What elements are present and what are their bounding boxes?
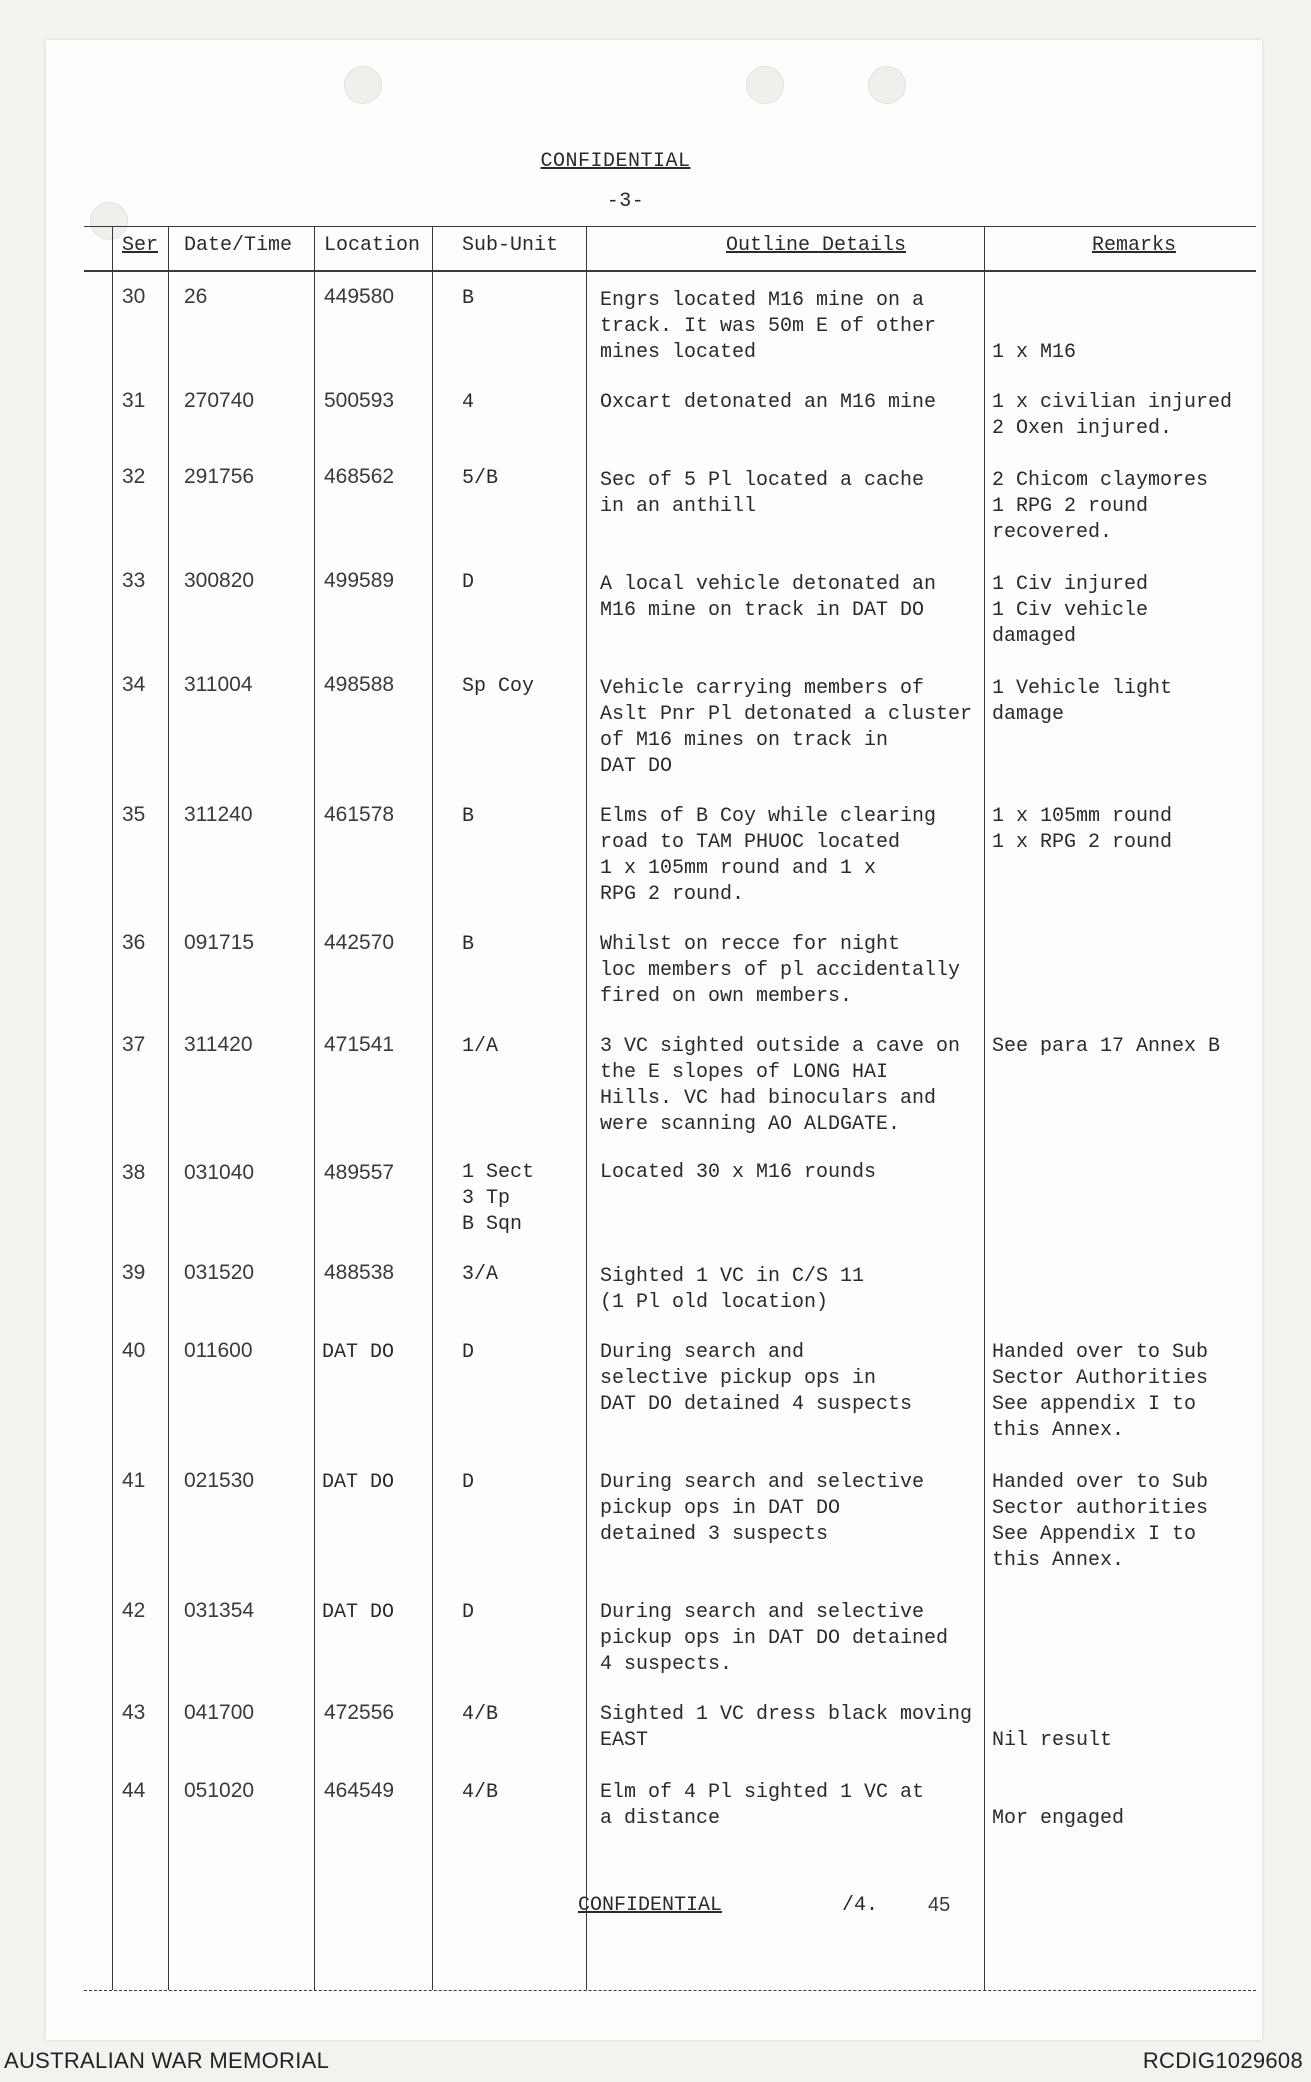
column-header-ser: Ser: [122, 234, 159, 257]
cell-subunit: D: [462, 1601, 475, 1624]
cell-location: 488538: [324, 1261, 395, 1284]
cell-datetime: 031520: [184, 1261, 255, 1284]
cell-datetime: 291756: [184, 465, 255, 488]
cell-details: During search and selective pickup ops in DAT DO detained 3 suspects: [600, 1471, 925, 1546]
cell-location: DAT DO: [322, 1341, 395, 1364]
cell-location: 489557: [324, 1161, 395, 1184]
cell-location: 468562: [324, 465, 395, 488]
cell-subunit: 5/B: [462, 467, 499, 490]
cell-ser: 35: [122, 803, 146, 826]
cell-details: Sighted 1 VC in C/S 11 (1 Pl old location): [600, 1265, 865, 1314]
cell-datetime: 041700: [184, 1701, 255, 1724]
cell-details: Whilst on recce for night loc members of pl accidentally fired on own members.: [600, 933, 961, 1008]
cell-remarks: See para 17 Annex B: [992, 1035, 1221, 1058]
column-header-subunit: Sub-Unit: [462, 234, 559, 257]
cell-details: Elms of B Coy while clearing road to TAM PHUOC located 1 x 105mm round and 1 x RPG 2 round.: [600, 805, 937, 906]
cell-ser: 30: [122, 285, 146, 308]
cell-datetime: 021530: [184, 1469, 255, 1492]
cell-subunit: D: [462, 1341, 475, 1364]
cell-details: 3 VC sighted outside a cave on the E slopes of LONG HAI Hills. VC had binoculars and were scanning AO ALDGATE.: [600, 1035, 961, 1136]
cell-remarks: Nil result: [992, 1729, 1113, 1752]
cell-subunit: D: [462, 1471, 475, 1494]
classification-footer: CONFIDENTIAL: [578, 1894, 723, 1917]
cell-location: 461578: [324, 803, 395, 826]
table-bottom-rule: [84, 1990, 1256, 1991]
cell-remarks: 1 x M16: [992, 341, 1077, 364]
cell-remarks: Handed over to Sub Sector Authorities See appendix I to this Annex.: [992, 1341, 1209, 1442]
column-rule: [984, 226, 985, 1990]
cell-ser: 38: [122, 1161, 146, 1184]
cell-ser: 33: [122, 569, 146, 592]
punch-hole: [746, 66, 784, 104]
archive-reference: RCDIG1029608: [1142, 2048, 1303, 2073]
cell-details: During search and selective pickup ops in DAT DO detained 4 suspects.: [600, 1601, 949, 1676]
column-rule: [586, 226, 587, 1990]
cell-ser: 44: [122, 1779, 146, 1802]
cell-location: 471541: [324, 1033, 395, 1056]
archive-credit: AUSTRALIAN WAR MEMORIAL: [4, 2048, 330, 2073]
cell-datetime: 300820: [184, 569, 255, 592]
cell-remarks: Handed over to Sub Sector authorities See Appendix I to this Annex.: [992, 1471, 1209, 1572]
cell-ser: 36: [122, 931, 146, 954]
column-rule: [314, 226, 315, 1990]
cell-subunit: 1/A: [462, 1035, 499, 1058]
next-page-marker: /4.: [842, 1894, 879, 1917]
cell-ser: 37: [122, 1033, 146, 1056]
column-rule: [112, 226, 113, 1990]
cell-subunit: 3/A: [462, 1263, 499, 1286]
cell-datetime: 011600: [184, 1339, 253, 1362]
cell-subunit: B: [462, 287, 475, 310]
cell-location: 472556: [324, 1701, 395, 1724]
cell-location: 442570: [324, 931, 395, 954]
cell-location: 500593: [324, 389, 395, 412]
cell-details: Sighted 1 VC dress black moving EAST: [600, 1703, 973, 1752]
cell-subunit: D: [462, 571, 475, 594]
cell-details: Elm of 4 Pl sighted 1 VC at a distance: [600, 1781, 925, 1830]
cell-datetime: 031354: [184, 1599, 255, 1622]
cell-details: Engrs located M16 mine on a track. It was 50m E of other mines located: [600, 289, 937, 364]
cell-location: DAT DO: [322, 1471, 395, 1494]
cell-ser: 31: [122, 389, 146, 412]
cell-datetime: 311240: [184, 803, 253, 826]
cell-details: Oxcart detonated an M16 mine: [600, 391, 937, 414]
cell-details: Sec of 5 Pl located a cache in an anthill: [600, 469, 925, 518]
punch-hole: [868, 66, 906, 104]
cell-remarks: 1 x civilian injured 2 Oxen injured.: [992, 391, 1233, 440]
cell-details: Located 30 x M16 rounds: [600, 1161, 877, 1184]
cell-ser: 43: [122, 1701, 146, 1724]
cell-subunit: 1 Sect 3 Tp B Sqn: [462, 1161, 535, 1236]
cell-location: 499589: [324, 569, 395, 592]
cell-datetime: 311420: [184, 1033, 253, 1056]
cell-ser: 32: [122, 465, 146, 488]
cell-subunit: B: [462, 805, 475, 828]
column-header-datetime: Date/Time: [184, 234, 293, 257]
cell-ser: 34: [122, 673, 146, 696]
column-rule: [168, 226, 169, 1990]
cell-datetime: 311004: [184, 673, 253, 696]
page-number: -3-: [606, 190, 645, 213]
cell-datetime: 051020: [184, 1779, 255, 1802]
cell-location: 464549: [324, 1779, 395, 1802]
table-top-rule: [84, 226, 1256, 227]
cell-datetime: 26: [184, 285, 208, 308]
cell-remarks: Mor engaged: [992, 1807, 1125, 1830]
cell-ser: 39: [122, 1261, 146, 1284]
cell-datetime: 270740: [184, 389, 255, 412]
cell-details: A local vehicle detonated an M16 mine on track in DAT DO: [600, 573, 937, 622]
cell-datetime: 091715: [184, 931, 255, 954]
table-header-rule: [84, 270, 1256, 272]
cell-ser: 40: [122, 1339, 146, 1362]
cell-location: 449580: [324, 285, 395, 308]
cell-ser: 42: [122, 1599, 146, 1622]
classification-header: CONFIDENTIAL: [540, 150, 691, 173]
cell-subunit: Sp Coy: [462, 675, 535, 698]
cell-location: 498588: [324, 673, 395, 696]
cell-remarks: 1 x 105mm round 1 x RPG 2 round: [992, 805, 1173, 854]
cell-subunit: 4/B: [462, 1703, 499, 1726]
cell-datetime: 031040: [184, 1161, 255, 1184]
column-rule: [432, 226, 433, 1990]
cell-subunit: B: [462, 933, 475, 956]
cell-subunit: 4: [462, 391, 475, 414]
cell-subunit: 4/B: [462, 1781, 499, 1804]
cell-remarks: 1 Vehicle light damage: [992, 677, 1173, 726]
cell-remarks: 1 Civ injured 1 Civ vehicle damaged: [992, 573, 1149, 648]
column-header-location: Location: [324, 234, 421, 257]
cell-details: During search and selective pickup ops in DAT DO detained 4 suspects: [600, 1341, 913, 1416]
column-header-outline-details: Outline Details: [726, 234, 907, 257]
cell-location: DAT DO: [322, 1601, 395, 1624]
sheet-number: 45: [928, 1894, 951, 1916]
cell-remarks: 2 Chicom claymores 1 RPG 2 round recovered.: [992, 469, 1209, 544]
column-header-remarks: Remarks: [1092, 234, 1177, 257]
cell-ser: 41: [122, 1469, 146, 1492]
punch-hole: [344, 66, 382, 104]
cell-details: Vehicle carrying members of Aslt Pnr Pl detonated a cluster of M16 mines on track in DAT DO: [600, 677, 973, 778]
